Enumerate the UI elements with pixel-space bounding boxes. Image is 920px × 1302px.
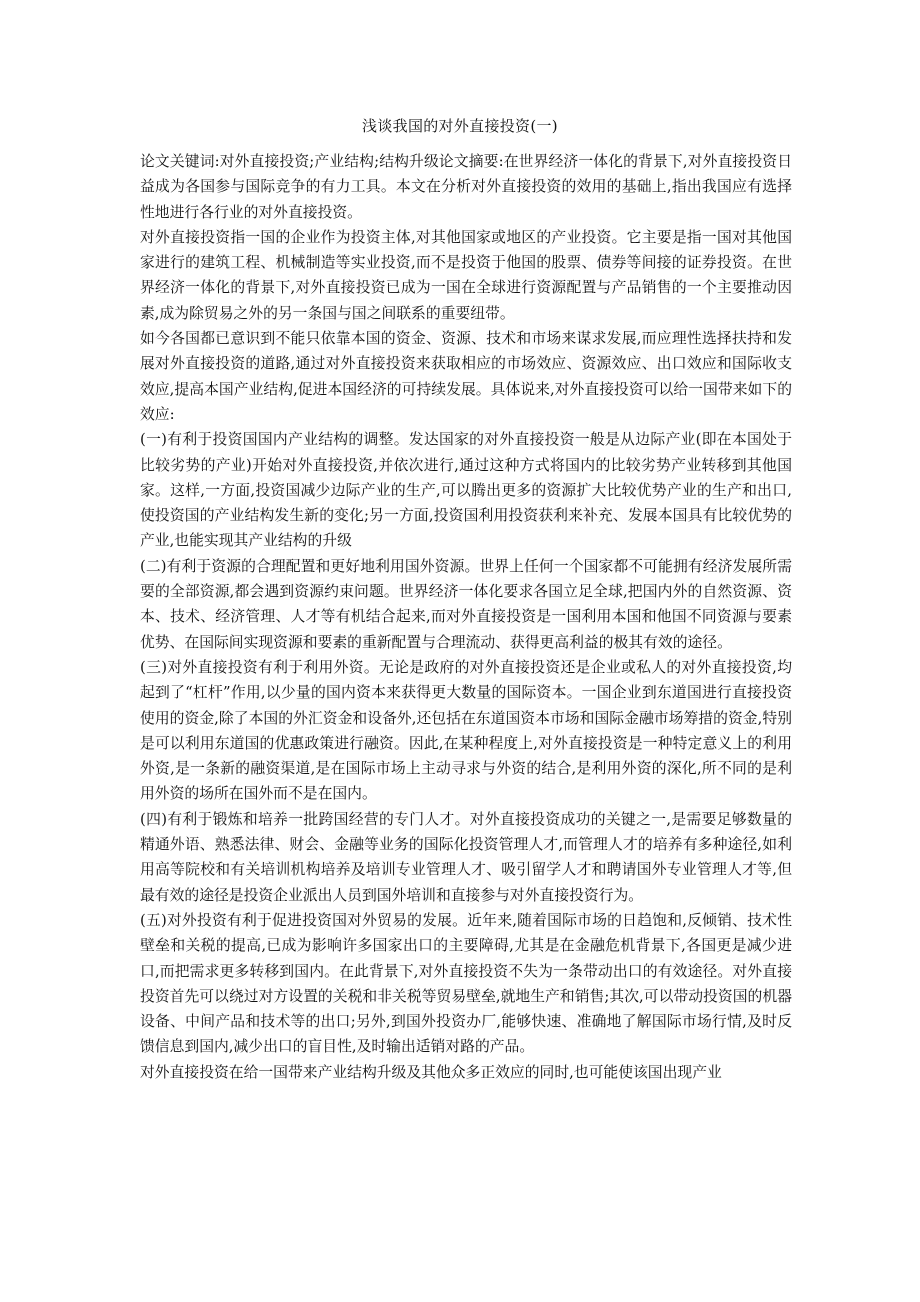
effect-4-paragraph: (四)有利于锻炼和培养一批跨国经营的专门人才。对外直接投资成功的关键之一,是需要足够数量的精通外语、熟悉法律、财会、金融等业务的国际化投资管理人才,而管理人才的培养有多种途径,如利用高等院校和有关培训机构培养及培训专业管理人才、吸引留学人才和聘请国外专业管理人才等,但最有效的途径是投资企业派出人员到国外培训和直接参与对外直接投资行为。 bbox=[140, 810, 792, 904]
definition-paragraph: 对外直接投资指一国的企业作为投资主体,对其他国家或地区的产业投资。它主要是指一国对其他国家进行的建筑工程、机械制造等实业投资,而不是投资于他国的股票、债券等间接的证券投资。在世界经济一体化的背景下,对外直接投资已成为一国在全球进行资源配置与产品销售的一个主要推动因素,成为除贸易之外的另一条国与国之间联系的重要纽带。 bbox=[140, 228, 792, 322]
effect-2-paragraph: (二)有利于资源的合理配置和更好地利用国外资源。世界上任何一个国家都不可能拥有经济发展所需要的全部资源,都会遇到资源约束问题。世界经济一体化要求各国立足全球,把国内外的自然资源、资本、技术、经济管理、人才等有机结合起来,而对外直接投资是一国利用本国和他国不同资源与要素优势、在国际间实现资源和要素的重新配置与合理流动、获得更高利益的极其有效的途径。 bbox=[140, 557, 792, 651]
closing-paragraph: 对外直接投资在给一国带来产业结构升级及其他众多正效应的同时,也可能使该国出现产业 bbox=[140, 1063, 722, 1081]
keywords-abstract-paragraph: 论文关键词:对外直接投资;产业结构;结构升级论文摘要:在世界经济一体化的背景下,对外直接投资日益成为各国参与国际竞争的有力工具。本文在分析对外直接投资的效用的基础上,指出我国应有选择性地进行各行业的对外直接投资。 bbox=[140, 153, 792, 221]
document-body bbox=[140, 149, 792, 1085]
effect-1-paragraph: (一)有利于投资国国内产业结构的调整。发达国家的对外直接投资一般是从边际产业(即在本国处于比较劣势的产业)开始对外直接投资,并依次进行,通过这种方式将国内的比较劣势产业转移到其他国家。这样,一方面,投资国减少边际产业的生产,可以腾出更多的资源扩大比较优势产业的生产和出口,使投资国的产业结构发生新的变化;另一方面,投资国利用投资获利来补充、发展本国具有比较优势的产业,也能实现其产业结构的升级 bbox=[140, 431, 792, 550]
effects-intro-paragraph: 如今各国都已意识到不能只依靠本国的资金、资源、技术和市场来谋求发展,而应理性选择扶持和发展对外直接投资的道路,通过对外直接投资来获取相应的市场效应、资源效应、出口效应和国际收支效应,提高本国产业结构,促进本国经济的可持续发展。具体说来,对外直接投资可以给一国带来如下的效应: bbox=[140, 330, 792, 423]
document-title: 浅谈我国的对外直接投资(一) bbox=[362, 117, 558, 135]
effect-3-paragraph: (三)对外直接投资有利于利用外资。无论是政府的对外直接投资还是企业或私人的对外直接投资,均起到了“杠杆”作用,以少量的国内资本来获得更大数量的国际资本。一国企业到东道国进行直接投资使用的资金,除了本国的外汇资金和设备外,还包括在东道国资本市场和国际金融市场筹措的资金,特别是可以利用东道国的优惠政策进行融资。因此,在某种程度上,对外直接投资是一种特定意义上的利用外资,是一条新的融资渠道,是在国际市场上主动寻求与外资的结合,是利用外资的深化,所不同的是利用外资的场所在国外而不是在国内。 bbox=[140, 658, 792, 803]
effect-5-paragraph: (五)对外投资有利于促进投资国对外贸易的发展。近年来,随着国际市场的日趋饱和,反倾销、技术性壁垒和关税的提高,已成为影响许多国家出口的主要障碍,尤其是在金融危机背景下,各国更是减少进口,而把需求更多转移到国内。在此背景下,对外直接投资不失为一条带动出口的有效途径。对外直接投资首先可以绕过对方设置的关税和非关税等贸易壁垒,就地生产和销售;其次,可以带动投资国的机器设备、中间产品和技术等的出口;另外,到国外投资办厂,能够快速、准确地了解国际市场行情,及时反馈信息到国内,减少出口的盲目性,及时输出适销对路的产品。 bbox=[140, 911, 792, 1056]
